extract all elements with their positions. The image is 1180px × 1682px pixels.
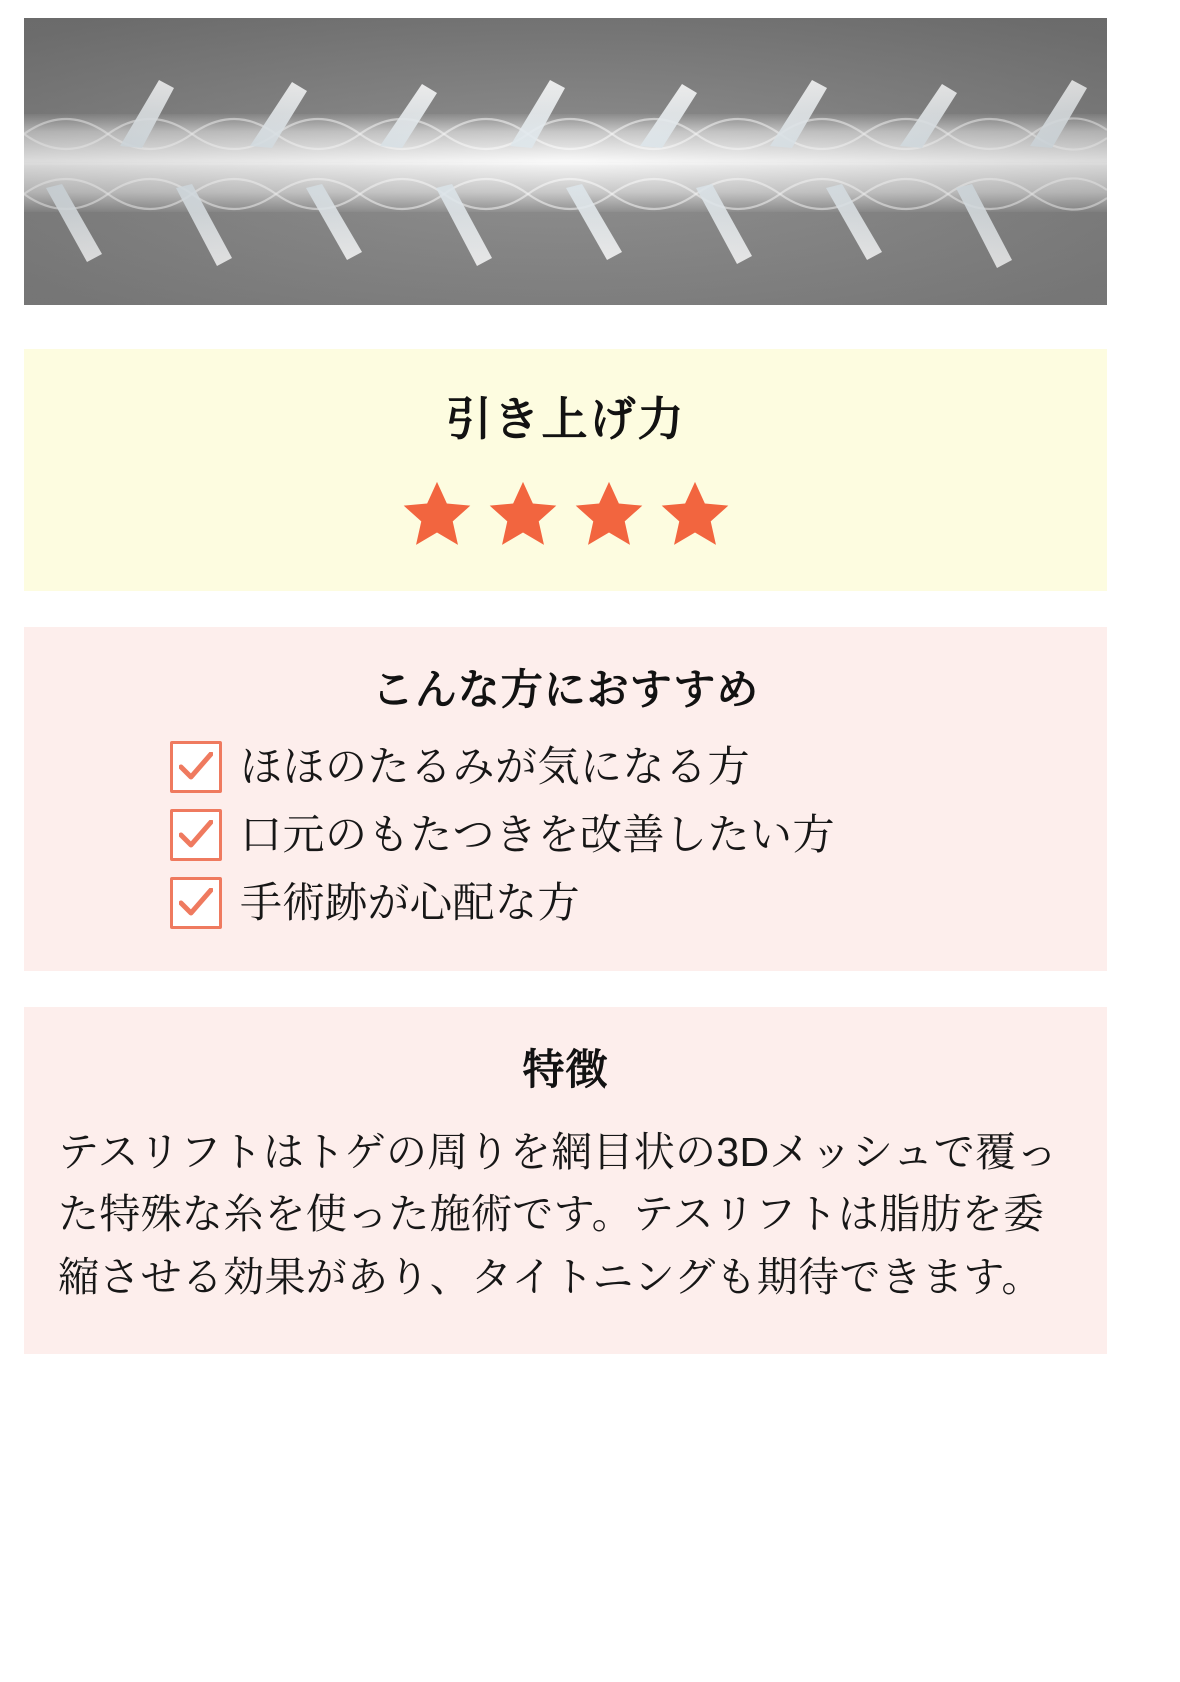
star-icon xyxy=(398,477,476,551)
feature-description: テスリフトはトゲの周りを網目状の3Dメッシュで覆った特殊な糸を使った施術です。テスリフトは脂肪を委縮させる効果があり、タイトニングも期待できます。 xyxy=(58,1129,1058,1300)
feature-title: 特徴 xyxy=(522,1046,609,1093)
list-item xyxy=(170,877,1107,929)
list-item xyxy=(170,809,1107,861)
list-item-label: 手術跡が心配な方 xyxy=(240,878,581,926)
lift-power-title: 引き上げ力 xyxy=(445,393,686,445)
thread-illustration xyxy=(24,18,1107,305)
page-root xyxy=(0,18,1180,1682)
lift-power-card xyxy=(24,349,1107,591)
recommended-for-card xyxy=(24,627,1107,971)
checkbox-checked-icon xyxy=(170,809,222,861)
list-item xyxy=(170,741,1107,793)
feature-card xyxy=(24,1007,1107,1354)
checkbox-checked-icon xyxy=(170,877,222,929)
star-icon xyxy=(656,477,734,551)
hero-image xyxy=(24,18,1107,305)
list-item-label: 口元のもたつきを改善したい方 xyxy=(240,810,836,858)
checkbox-checked-icon xyxy=(170,741,222,793)
recommended-for-title: こんな方におすすめ xyxy=(371,666,760,713)
star-rating xyxy=(24,477,1107,551)
star-icon xyxy=(484,477,562,551)
star-icon xyxy=(570,477,648,551)
recommended-for-list xyxy=(24,741,1107,929)
list-item-label: ほほのたるみが気になる方 xyxy=(240,742,751,790)
